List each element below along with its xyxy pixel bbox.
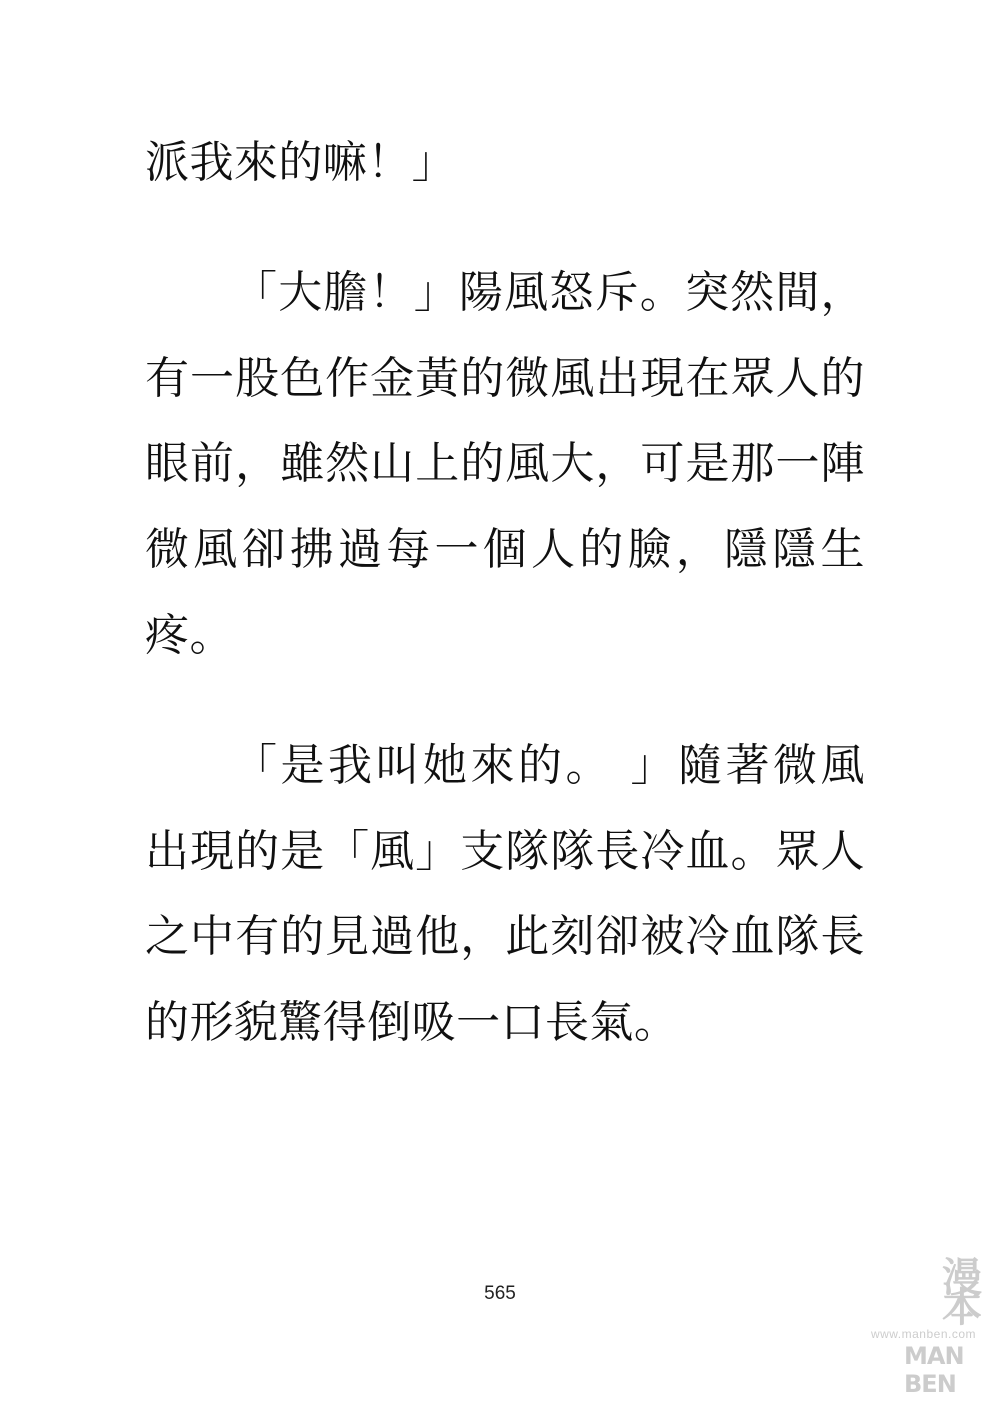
watermark-logo-text: 漫本 bbox=[942, 1255, 980, 1331]
paragraph: 「是我叫她來的。 」隨著微風出現的是「風」支隊隊長冷血。眾人之中有的見過他，此刻卻被冷血隊長的形貌驚得倒吸一口長氣。 bbox=[145, 739, 865, 1049]
paragraph: 「大膽！」陽風怒斥。突然間，有一股色作金黃的微風出現在眾人的眼前，雖然山上的風大，可是那一陣微風卻拂過每一個人的臉，隱隱生疼。 bbox=[145, 266, 865, 661]
paragraph: 派我來的嘛！」 bbox=[145, 137, 457, 188]
page-number: 565 bbox=[484, 1283, 516, 1304]
watermark bbox=[870, 1255, 982, 1398]
watermark-url: www.manben.com bbox=[870, 1327, 976, 1341]
watermark-bottom-text: MAN BEN bbox=[904, 1342, 964, 1398]
page-text-body bbox=[145, 120, 865, 1066]
